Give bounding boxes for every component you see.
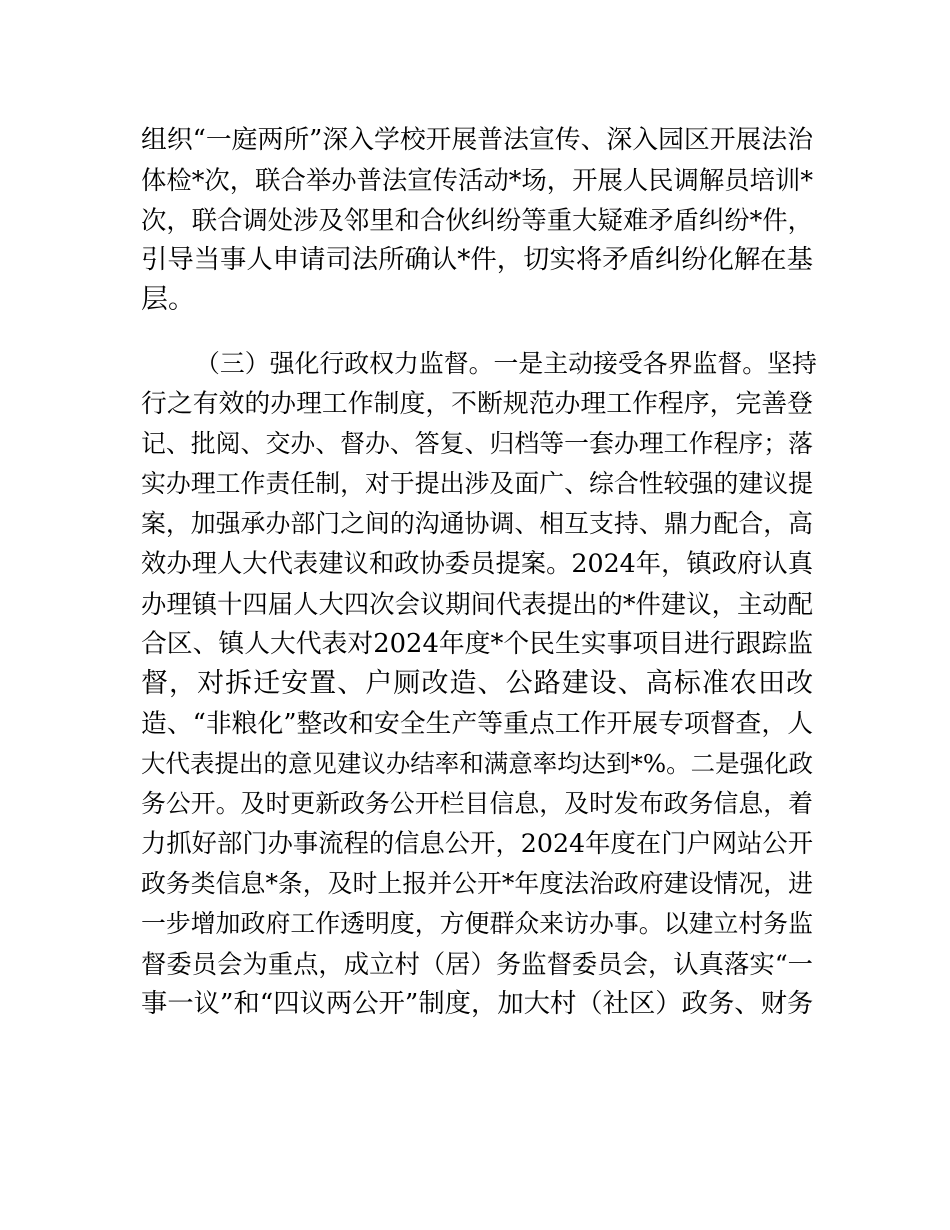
text-line: 督，对拆迁安置、户厕改造、公路建设、高标准农田改 xyxy=(141,668,813,699)
text-line: 办理镇十四届人大四次会议期间代表提出的*件建议，主动配 xyxy=(141,589,813,619)
text-line: 政务类信息*条，及时上报并公开*年度法治政府建设情况，进 xyxy=(141,869,813,898)
text-line: 层。 xyxy=(141,284,195,315)
text-line: 次，联合调处涉及邻里和合伙纠纷等重大疑难矛盾纠纷*件， xyxy=(141,205,813,235)
text-line: 组织“一庭两所”深入学校开展普法宣传、深入园区开展法治 xyxy=(141,125,813,155)
text-line: 合区、镇人大代表对2024年度*个民生实事项目进行跟踪监 xyxy=(141,629,813,659)
text-line: 督委员会为重点，成立村（居）务监督委员会，认真落实“一 xyxy=(141,949,813,979)
text-line: 记、批阅、交办、督办、答复、归档等一套办理工作程序；落 xyxy=(141,429,813,458)
text-line: 力抓好部门办事流程的信息公开，2024年度在门户网站公开 xyxy=(141,829,813,858)
text-line: （三）强化行政权力监督。一是主动接受各界监督。坚持 xyxy=(195,349,817,378)
text-line: 大代表提出的意见建议办结率和满意率均达到*%。二是强化政 xyxy=(141,749,813,778)
text-line: 务公开。及时更新政务公开栏目信息，及时发布政务信息，着 xyxy=(141,789,813,818)
text-line: 体检*次，联合举办普法宣传活动*场，开展人民调解员培训* xyxy=(141,165,813,195)
text-line: 引导当事人申请司法所确认*件，切实将矛盾纠纷化解在基 xyxy=(141,245,813,275)
text-line: 行之有效的办理工作制度，不断规范办理工作程序，完善登 xyxy=(141,389,813,419)
paragraph-2 xyxy=(141,344,817,1024)
paragraph-1 xyxy=(141,120,813,320)
text-line: 造、“非粮化”整改和安全生产等重点工作开展专项督查，人 xyxy=(141,709,813,739)
text-line: 实办理工作责任制，对于提出涉及面广、综合性较强的建议提 xyxy=(141,469,813,498)
text-line: 一步增加政府工作透明度，方便群众来访办事。以建立村务监 xyxy=(141,909,813,938)
text-line: 案，加强承办部门之间的沟通协调、相互支持、鼎力配合，高 xyxy=(141,509,813,538)
text-line: 事一议”和“四议两公开”制度，加大村（社区）政务、财务 xyxy=(141,989,814,1019)
text-line: 效办理人大代表建议和政协委员提案。2024年，镇政府认真 xyxy=(141,549,813,578)
